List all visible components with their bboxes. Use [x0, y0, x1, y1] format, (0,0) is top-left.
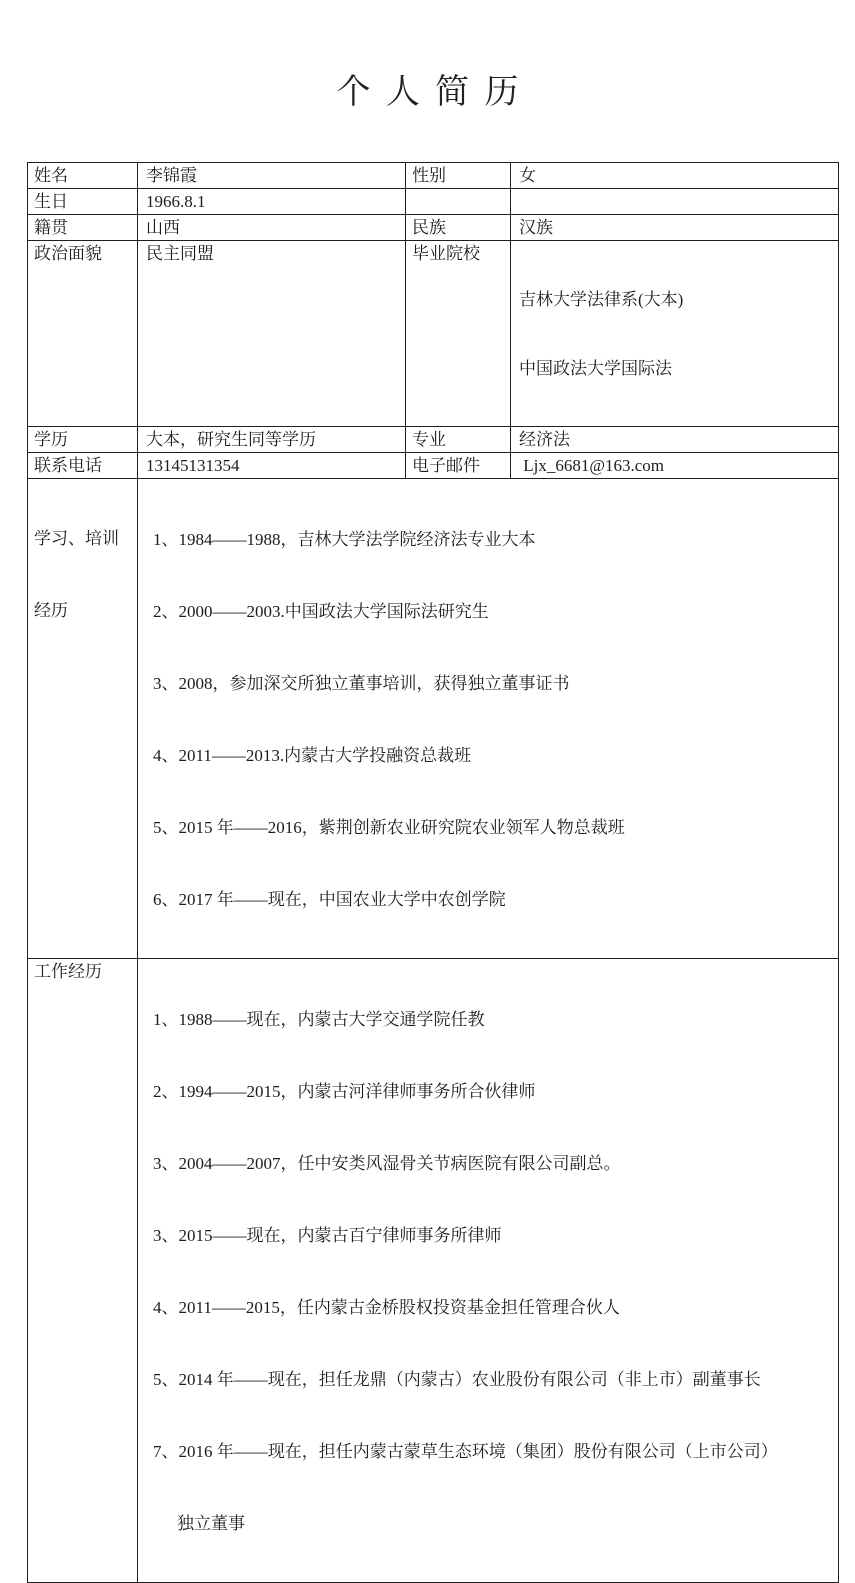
table-row-education-major: [28, 427, 839, 453]
table-row-political-school: [28, 241, 839, 427]
empty-cell: [511, 189, 839, 215]
graduate-school-line-1: 吉林大学法律系(大本): [519, 290, 684, 309]
work-item: 3、2015——现在，内蒙古百宁律师事务所律师: [153, 1226, 502, 1245]
graduate-school-line-2: 中国政法大学国际法: [519, 359, 672, 378]
field-value-phone: 13145131354: [138, 453, 406, 479]
study-label-line-2: 经历: [34, 601, 68, 620]
field-label-study-history: [28, 479, 138, 959]
study-item: 6、2017 年——现在，中国农业大学中农创学院: [153, 890, 506, 909]
field-label-name: 姓名: [28, 163, 138, 189]
field-value-email: Ljx_6681@163.com: [511, 453, 839, 479]
work-item: 4、2011——2015，任内蒙古金桥股权投资基金担任管理合伙人: [153, 1298, 620, 1317]
field-value-native-place: 山西: [138, 215, 406, 241]
table-row-birthday: [28, 189, 839, 215]
field-label-work-history: 工作经历: [28, 959, 138, 1583]
field-value-political-status: 民主同盟: [138, 241, 406, 427]
study-label-line-1: 学习、培训: [34, 529, 119, 548]
resume-table: [27, 162, 839, 1583]
study-item: 3、2008，参加深交所独立董事培训，获得独立董事证书: [153, 674, 570, 693]
page-title: 个人简历: [336, 74, 534, 111]
table-row-name-gender: [28, 163, 839, 189]
field-label-graduate-school: 毕业院校: [406, 241, 511, 427]
field-value-name: 李锦霞: [138, 163, 406, 189]
study-item: 5、2015 年——2016，紫荆创新农业研究院农业领军人物总裁班: [153, 818, 625, 837]
work-item: 5、2014 年——现在，担任龙鼎（内蒙古）农业股份有限公司（非上市）副董事长: [153, 1370, 761, 1389]
field-label-education: 学历: [28, 427, 138, 453]
field-value-birthday: 1966.8.1: [138, 189, 406, 215]
field-value-education: 大本，研究生同等学历: [138, 427, 406, 453]
field-value-major: 经济法: [511, 427, 839, 453]
field-label-ethnicity: 民族: [406, 215, 511, 241]
field-label-native-place: 籍贯: [28, 215, 138, 241]
table-row-native-ethnicity: [28, 215, 839, 241]
field-label-major: 专业: [406, 427, 511, 453]
work-item: 2、1994——2015，内蒙古河洋律师事务所合伙律师: [153, 1082, 536, 1101]
study-item: 1、1984——1988，吉林大学法学院经济法专业大本: [153, 530, 536, 549]
work-item-continuation: 独立董事: [177, 1514, 245, 1533]
field-value-graduate-school: [511, 241, 839, 427]
empty-cell: [406, 189, 511, 215]
work-item: 1、1988——现在，内蒙古大学交通学院任教: [153, 1010, 485, 1029]
table-row-study-history: [28, 479, 839, 959]
field-label-phone: 联系电话: [28, 453, 138, 479]
field-value-work-history: [138, 959, 839, 1583]
work-item: 7、2016 年——现在，担任内蒙古蒙草生态环境（集团）股份有限公司（上市公司）: [153, 1442, 778, 1461]
table-row-phone-email: [28, 453, 839, 479]
field-value-ethnicity: 汉族: [511, 215, 839, 241]
field-value-gender: 女: [511, 163, 839, 189]
work-item: 3、2004——2007，任中安类风湿骨关节病医院有限公司副总。: [153, 1154, 621, 1173]
field-label-gender: 性别: [406, 163, 511, 189]
field-value-study-history: [138, 479, 839, 959]
field-label-political-status: 政治面貌: [28, 241, 138, 427]
study-item: 2、2000——2003.中国政法大学国际法研究生: [153, 602, 489, 621]
study-item: 4、2011——2013.内蒙古大学投融资总裁班: [153, 746, 472, 765]
field-label-email: 电子邮件: [406, 453, 511, 479]
field-label-birthday: 生日: [28, 189, 138, 215]
table-row-work-history: [28, 959, 839, 1583]
